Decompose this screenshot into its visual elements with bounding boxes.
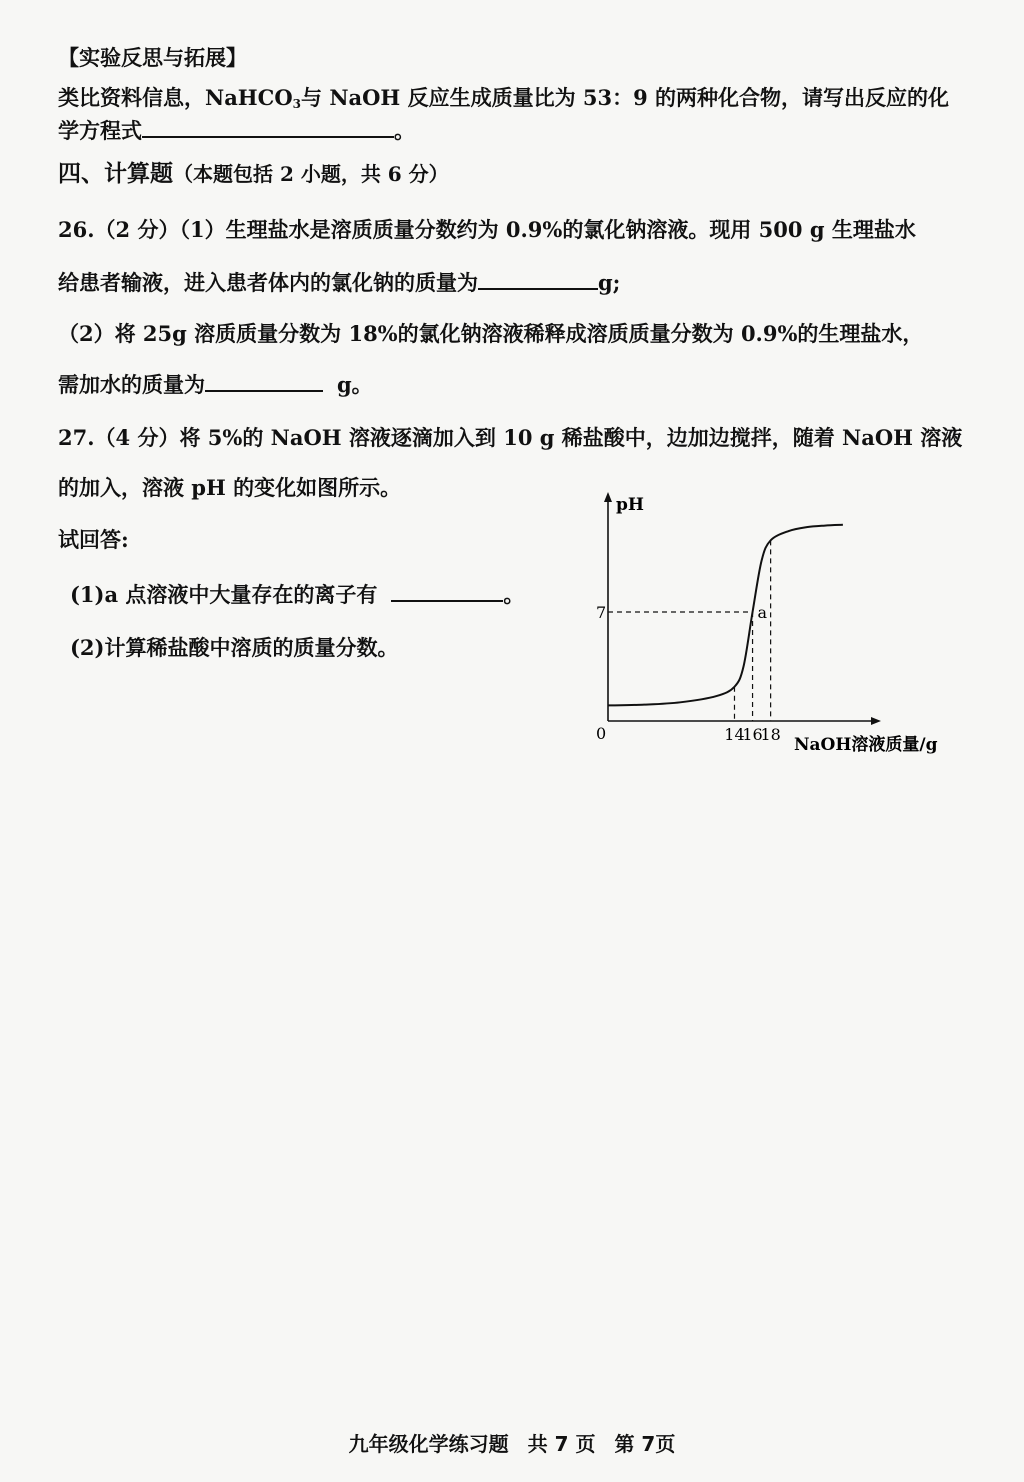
subscript-3: 3 [292, 97, 302, 111]
section-heading: 【实验反思与拓展】 [58, 45, 247, 70]
section-4-title-text: 四、计算题 [58, 160, 173, 187]
section-4-title [58, 160, 449, 188]
q26-line-2-text: 给患者输液，进入患者体内的氯化钠的质量为 [58, 270, 478, 295]
y-axis-label: pH [616, 495, 644, 515]
reflect-line-1 [58, 84, 949, 118]
x-tick-label-14: 14 [724, 725, 745, 744]
x-axis-arrow [871, 717, 881, 725]
water-mass-blank[interactable] [205, 370, 323, 392]
q26-line-4-end: g。 [337, 372, 373, 397]
q26-line-3: （2）将 25g 溶质质量分数为 18%的氯化钠溶液稀释成溶质质量分数为 0.9%的生理盐水， [58, 321, 924, 346]
q27-line-1: 27.（4 分）将 5%的 NaOH 溶液逐滴加入到 10 g 稀盐酸中，边加边搅拌，随着 NaOH 溶液 [58, 425, 963, 450]
ph-curve-line [608, 525, 843, 706]
reflect-line-1-text: 类比资料信息，NaHCO [58, 85, 293, 110]
footer-title: 九年级化学练习题 [348, 1432, 509, 1456]
x-tick-label-18: 18 [760, 725, 781, 744]
point-a-label: a [757, 603, 768, 622]
q27-ask: 试回答: [58, 527, 129, 552]
equation-answer-blank[interactable] [142, 116, 394, 138]
q26-line-2 [58, 268, 620, 297]
nacl-mass-blank[interactable] [478, 268, 598, 290]
q26-line-1: 26.（2 分）（1）生理盐水是溶质质量分数约为 0.9%的氯化钠溶液。现用 500 g 生理盐水 [58, 217, 916, 242]
footer-page-number: 第 7页 [614, 1432, 676, 1456]
footer-total-pages: 共 7 页 [527, 1432, 596, 1456]
ph-titration-chart [570, 480, 970, 770]
reflect-line-2-text: 学方程式 [58, 118, 142, 143]
y-axis-arrow [604, 492, 612, 502]
reflect-line-1-rest: 与 NaOH 反应生成质量比为 53：9 的两种化合物，请写出反应的化 [301, 85, 950, 110]
q27-sub-1 [70, 580, 524, 609]
ions-answer-blank[interactable] [391, 580, 503, 602]
section-4-note: （本题包括 2 小题，共 6 分） [173, 162, 449, 186]
q26-line-4-text: 需加水的质量为 [58, 372, 205, 397]
x-axis-label: NaOH溶液质量/g [794, 735, 938, 755]
y-tick-label-7: 7 [596, 603, 607, 622]
origin-label: 0 [596, 724, 607, 743]
q27-sub-2: (2)计算稀盐酸中溶质的质量分数。 [70, 635, 399, 660]
q27-sub-1-text: (1)a 点溶液中大量存在的离子有 [70, 582, 378, 607]
q26-line-2-end: g; [598, 270, 621, 295]
q26-line-4 [58, 370, 373, 399]
q27-sub-1-end: 。 [503, 582, 525, 607]
reflect-line-2 [58, 116, 415, 145]
page-footer [0, 1428, 1024, 1457]
q27-line-2: 的加入，溶液 pH 的变化如图所示。 [58, 475, 402, 500]
x-tick-label-16: 16 [742, 725, 763, 744]
reflect-line-2-end: 。 [394, 118, 415, 143]
